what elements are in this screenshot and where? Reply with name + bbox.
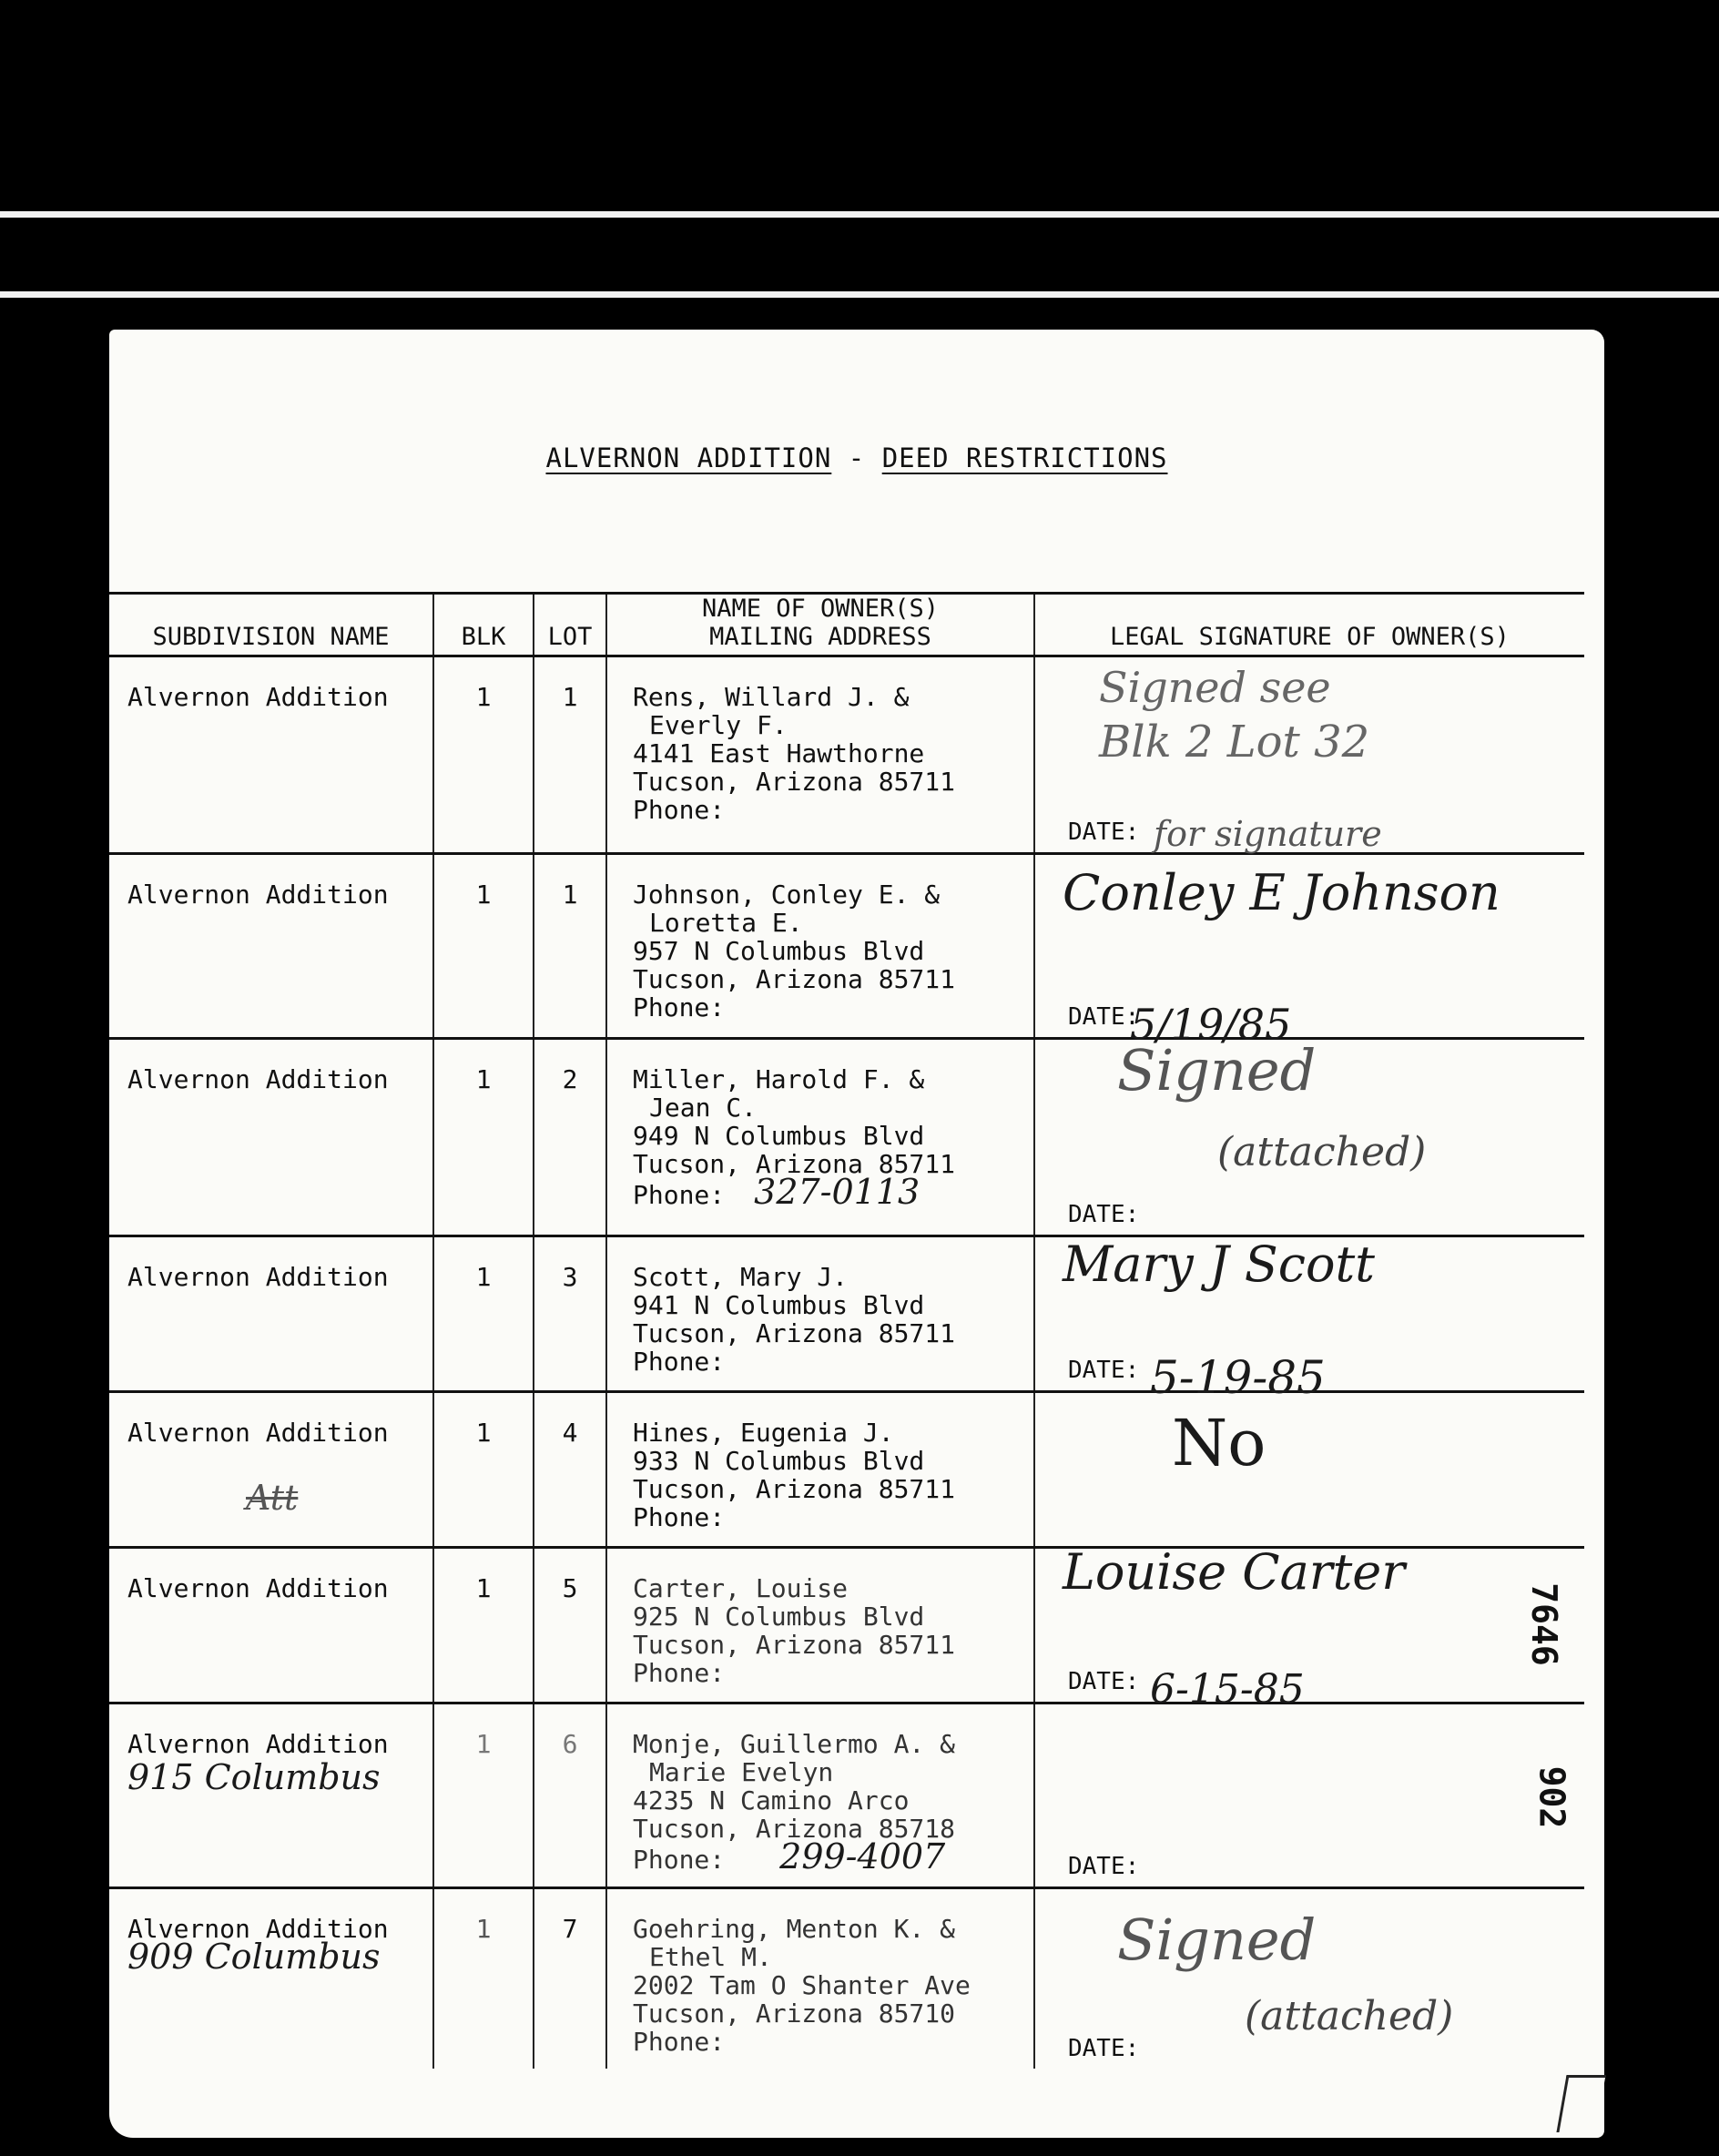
co-owner-name: Ethel M.: [649, 1942, 772, 1973]
table-row: [109, 1236, 1584, 1392]
phone-line: [633, 2028, 1024, 2056]
co-owner-name: Marie Evelyn: [649, 1757, 834, 1788]
handwritten-street-note: 915 Columbus: [127, 1757, 381, 1798]
co-owner-name: Everly F.: [649, 710, 788, 741]
signature-cell: [1034, 1703, 1584, 1888]
lot-cell: 1: [534, 854, 606, 1039]
city-state-zip: Tucson, Arizona 85711: [633, 767, 956, 798]
table-row: [109, 1703, 1584, 1888]
header-signature: LEGAL SIGNATURE OF OWNER(S): [1034, 594, 1584, 656]
blk-cell: 1: [433, 854, 534, 1039]
subdivision-name: Alvernon Addition: [127, 1064, 389, 1095]
city-state-zip: Tucson, Arizona 85711: [633, 1149, 956, 1180]
owner-address-cell: [606, 1236, 1034, 1392]
scan-second-rule: [0, 291, 1719, 298]
subdivision-name: Alvernon Addition: [127, 682, 389, 713]
owner-address-cell: [606, 1703, 1034, 1888]
date-value: 5-19-85: [1150, 1351, 1326, 1405]
date-value: 6-15-85: [1150, 1666, 1305, 1714]
street-address: 957 N Columbus Blvd: [633, 936, 925, 967]
title-part-2: DEED RESTRICTIONS: [881, 442, 1168, 473]
handwritten-street-note: 909 Columbus: [127, 1937, 381, 1978]
owner-name: Monje, Guillermo A. &: [633, 1729, 956, 1760]
phone-line: [633, 1659, 1024, 1687]
street-address: 2002 Tam O Shanter Ave: [633, 1970, 971, 2001]
street-address: 4141 East Hawthorne: [633, 738, 925, 769]
margin-number-bottom: 902: [1531, 1765, 1572, 1829]
table-header-row: [109, 594, 1584, 656]
handwritten-signature: Signed: [1117, 1037, 1317, 1104]
subdivision-name: Alvernon Addition: [127, 1418, 389, 1449]
owner-name: Rens, Willard J. &: [633, 682, 910, 713]
date-label: DATE:: [1068, 819, 1140, 847]
table-row: [109, 1548, 1584, 1703]
lot-cell: 2: [534, 1039, 606, 1236]
subdivision-name: Alvernon Addition: [127, 880, 389, 910]
city-state-zip: Tucson, Arizona 85711: [633, 1630, 956, 1661]
lot-cell: 5: [534, 1548, 606, 1703]
blk-cell: 1: [433, 656, 534, 854]
subdivision-name: Alvernon Addition: [127, 1262, 389, 1293]
phone-label: Phone:: [633, 2027, 726, 2058]
phone-line: [633, 796, 1024, 824]
signature-cell: [1034, 854, 1584, 1050]
owner-name: Hines, Eugenia J.: [633, 1418, 894, 1449]
subdivision-name: Alvernon Addition: [127, 1573, 389, 1604]
date-label: DATE:: [1068, 1003, 1140, 1032]
table-row: [109, 1039, 1584, 1236]
lot-cell: 1: [534, 656, 606, 854]
handwritten-note-2: Blk 2 Lot 32: [1099, 717, 1370, 768]
page-corner-fold: [1556, 2075, 1605, 2132]
subdivision-cell: [109, 1392, 433, 1548]
date-value: for signature: [1154, 814, 1382, 855]
phone-line: [633, 993, 1024, 1022]
phone-label: Phone:: [633, 795, 726, 826]
street-address: 949 N Columbus Blvd: [633, 1121, 925, 1152]
deed-restrictions-table: [109, 592, 1584, 2069]
owner-address-cell: [606, 1548, 1034, 1703]
phone-line: [633, 1503, 1024, 1531]
phone-line: [633, 1836, 1024, 1877]
blk-cell: 1: [433, 1236, 534, 1392]
owner-address-cell: [606, 656, 1034, 854]
owner-name: Miller, Harold F. &: [633, 1064, 925, 1095]
city-state-zip: Tucson, Arizona 85711: [633, 964, 956, 995]
owner-address-cell: [606, 1888, 1034, 2070]
signature-cell: [1034, 1392, 1584, 1548]
city-state-zip: Tucson, Arizona 85711: [633, 1474, 956, 1505]
document-page: [109, 330, 1604, 2138]
phone-label: Phone:: [633, 1502, 726, 1533]
table-row: [109, 656, 1584, 854]
header-subdivision: SUBDIVISION NAME: [109, 594, 433, 656]
handwritten-note: Signed see: [1099, 663, 1331, 713]
margin-number-top: 7646: [1523, 1582, 1564, 1666]
table-row: [109, 1888, 1584, 2070]
subdivision-cell: [109, 1703, 433, 1888]
blk-cell: 1: [433, 1703, 534, 1888]
lot-cell: 7: [534, 1888, 606, 2070]
signature-cell: [1034, 1888, 1584, 2070]
handwritten-signature: Signed: [1117, 1907, 1317, 1974]
owner-name: Goehring, Menton K. &: [633, 1914, 956, 1945]
owner-address-cell: [606, 854, 1034, 1039]
lot-cell: 4: [534, 1392, 606, 1548]
phone-label: Phone:: [633, 1845, 726, 1876]
phone-value: 327-0113: [754, 1172, 921, 1213]
subdivision-cell: [109, 656, 433, 854]
street-address: 933 N Columbus Blvd: [633, 1446, 925, 1477]
subdivision-cell: [109, 1039, 433, 1236]
handwritten-signature: Mary J Scott: [1063, 1236, 1375, 1294]
subdivision-cell: [109, 1548, 433, 1703]
blk-cell: 1: [433, 1888, 534, 2070]
subdivision-cell: [109, 854, 433, 1039]
signature-cell: [1034, 1236, 1584, 1405]
date-value: 5/19/85: [1130, 1000, 1292, 1050]
signature-cell: [1034, 656, 1584, 854]
page-title: [109, 442, 1604, 473]
street-address: 4235 N Camino Arco: [633, 1785, 910, 1816]
city-state-zip: Tucson, Arizona 85718: [633, 1814, 956, 1845]
phone-label: Phone:: [633, 992, 726, 1023]
co-owner-name: Jean C.: [649, 1093, 758, 1124]
handwritten-signature: Conley E Johnson: [1063, 864, 1500, 922]
phone-label: Phone:: [633, 1658, 726, 1689]
subdivision-cell: [109, 1888, 433, 2070]
city-state-zip: Tucson, Arizona 85711: [633, 1318, 956, 1349]
handwritten-signature: Louise Carter: [1063, 1543, 1406, 1602]
phone-label: Phone:: [633, 1180, 726, 1211]
title-separator: -: [831, 442, 882, 473]
date-label: DATE:: [1068, 1853, 1140, 1881]
date-label: DATE:: [1068, 1668, 1140, 1696]
handwritten-response: No: [1172, 1406, 1266, 1481]
subdivision-name: Alvernon Addition: [127, 1729, 389, 1760]
date-label: DATE:: [1068, 2035, 1140, 2063]
subdivision-cell: [109, 1236, 433, 1392]
signature-cell: [1034, 1039, 1584, 1236]
handwritten-attached-note: (attached): [1217, 1129, 1427, 1176]
header-owner: [606, 594, 1034, 656]
date-label: DATE:: [1068, 1357, 1140, 1385]
co-owner-name: Loretta E.: [649, 908, 803, 939]
header-blk: BLK: [433, 594, 534, 656]
owner-name: Scott, Mary J.: [633, 1262, 849, 1293]
blk-cell: 1: [433, 1548, 534, 1703]
title-part-1: ALVERNON ADDITION: [545, 442, 832, 473]
blk-cell: 1: [433, 1039, 534, 1236]
scan-top-rule: [0, 211, 1719, 218]
phone-line: [633, 1172, 1024, 1213]
owner-name: Carter, Louise: [633, 1573, 849, 1604]
city-state-zip: Tucson, Arizona 85710: [633, 1998, 956, 2029]
header-owner-line-2: MAILING ADDRESS: [709, 623, 931, 652]
signature-cell: [1034, 1543, 1584, 1714]
phone-line: [633, 1348, 1024, 1376]
owner-address-cell: [606, 1039, 1034, 1236]
street-address: 925 N Columbus Blvd: [633, 1602, 925, 1632]
phone-label: Phone:: [633, 1347, 726, 1378]
handwritten-subdivision-note: Att: [246, 1478, 299, 1519]
lot-cell: 6: [534, 1703, 606, 1888]
handwritten-attached-note: (attached): [1245, 1993, 1454, 2040]
header-owner-line-1: NAME OF OWNER(S): [701, 595, 940, 623]
blk-cell: 1: [433, 1392, 534, 1548]
street-address: 941 N Columbus Blvd: [633, 1290, 925, 1321]
subdivision-name: Alvernon Addition: [127, 1914, 389, 1945]
date-label: DATE:: [1068, 1201, 1140, 1229]
lot-cell: 3: [534, 1236, 606, 1392]
header-lot: LOT: [534, 594, 606, 656]
table-row: [109, 1392, 1584, 1548]
owner-address-cell: [606, 1392, 1034, 1548]
phone-value: 299-4007: [779, 1836, 946, 1877]
owner-name: Johnson, Conley E. &: [633, 880, 941, 910]
table-row: [109, 854, 1584, 1039]
